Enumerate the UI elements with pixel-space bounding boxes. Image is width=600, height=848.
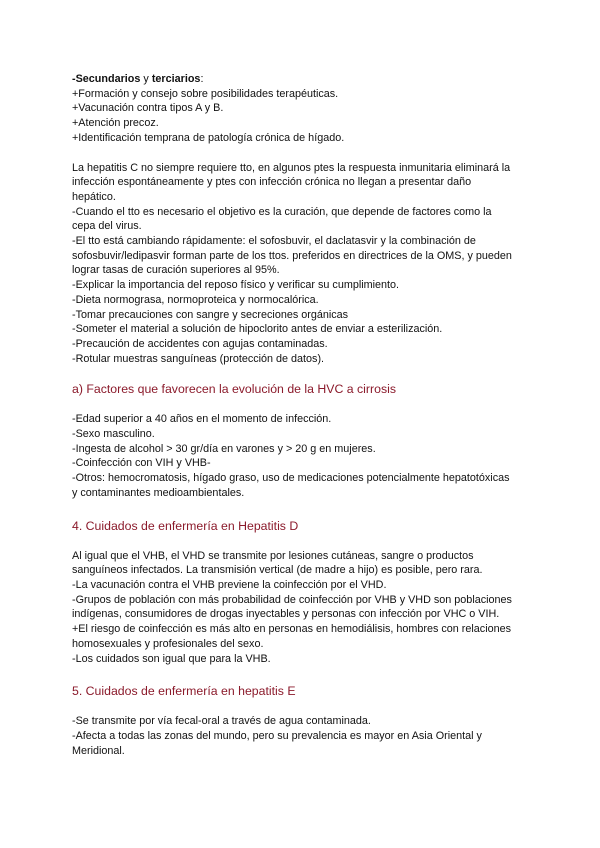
hepc-line: -Dieta normograsa, normoproteica y normocalórica. xyxy=(72,293,319,306)
hepc-line: -El tto está cambiando rápidamente: el sofosbuvir, el daclatasvir y la combinación de xyxy=(72,235,476,248)
intro-item: +Vacunación contra tipos A y B. xyxy=(72,102,224,115)
hepc-line: -Someter el material a solución de hipoclorito antes de enviar a esterilización. xyxy=(72,323,443,336)
section-a-line: y contaminantes medioambientales. xyxy=(72,486,245,499)
section-4-line: Al igual que el VHB, el VHD se transmite por lesiones cutáneas, sangre o productos xyxy=(72,549,474,562)
hepc-line: -Cuando el tto es necesario el objetivo es la curación, que depende de factores como la xyxy=(72,205,492,218)
intro-header-mid: y xyxy=(140,73,152,85)
hepc-line: -Rotular muestras sanguíneas (protección de datos). xyxy=(72,352,325,365)
section-4-line: homosexuales y profesionales del sexo. xyxy=(72,637,264,650)
hepc-line: sofosbuvir/ledipasvir forman parte de los ttos. preferidos en directrices de la OMS, y pueden xyxy=(72,249,512,262)
hepc-line: -Explicar la importancia del reposo físico y verificar su cumplimiento. xyxy=(72,279,400,292)
section-a-line: -Sexo masculino. xyxy=(72,428,155,441)
section-5-title: 5. Cuidados de enfermería en hepatitis E xyxy=(72,684,296,699)
section-5-line: Meridional. xyxy=(72,744,125,757)
section-4-line: +El riesgo de coinfección es más alto en personas en hemodiálisis, hombres con relaciones xyxy=(72,623,512,636)
hepc-line: infección espontáneamente y ptes con infección crónica no llegan a presentar daño xyxy=(72,176,472,189)
section-4-line: indígenas, consumidores de drogas inyectables y personas con infección por VHC o VIH. xyxy=(72,608,500,621)
hepc-line: -Precaución de accidentes con agujas contaminadas. xyxy=(72,337,328,350)
page-content xyxy=(72,72,532,758)
intro-header-end: : xyxy=(200,73,204,85)
section-a-line: -Coinfección con VIH y VHB- xyxy=(72,457,211,470)
intro-item: +Formación y consejo sobre posibilidades terapéuticas. xyxy=(72,87,339,100)
intro-item: +Atención precoz. xyxy=(72,117,159,130)
section-a-line: -Ingesta de alcohol > 30 gr/día en varones y > 20 g en mujeres. xyxy=(72,442,376,455)
hepc-line: cepa del virus. xyxy=(72,220,142,233)
section-5-line: -Se transmite por vía fecal-oral a través de agua contaminada. xyxy=(72,715,371,728)
intro-header-bold-1: -Secundarios xyxy=(72,73,141,85)
intro-header xyxy=(72,72,532,87)
section-4-line: sanguíneos infectados. La transmisión vertical (de madre a hijo) es posible, pero rara. xyxy=(72,564,483,577)
section-a-line: -Otros: hemocromatosis, hígado graso, uso de medicaciones potencialmente hepatotóxicas xyxy=(72,472,510,485)
section-4-line: -Los cuidados son igual que para la VHB. xyxy=(72,652,271,665)
section-4-title: 4. Cuidados de enfermería en Hepatitis D xyxy=(72,518,299,533)
section-4-line: -Grupos de población con más probabilidad de coinfección por VHB y VHD son poblaciones xyxy=(72,593,512,606)
hepc-line: hepático. xyxy=(72,190,116,203)
section-4-line: -La vacunación contra el VHB previene la coinfección por el VHD. xyxy=(72,578,387,591)
spacer xyxy=(72,366,532,377)
section-a-title: a) Factores que favorecen la evolución de la HVC a cirrosis xyxy=(72,382,396,397)
intro-item: +Identificación temprana de patología crónica de hígado. xyxy=(72,131,345,144)
intro-header-bold-2: terciarios xyxy=(151,73,201,85)
spacer xyxy=(72,146,532,161)
hepc-line: lograr tasas de curación superiores al 95%. xyxy=(72,264,280,277)
spacer xyxy=(72,501,532,512)
hepc-line: La hepatitis C no siempre requiere tto, en algunos ptes la respuesta inmunitaria eliminará la xyxy=(72,161,511,174)
hepc-line: -Tomar precauciones con sangre y secreciones orgánicas xyxy=(72,308,349,321)
section-a-line: -Edad superior a 40 años en el momento de infección. xyxy=(72,413,332,426)
spacer xyxy=(72,666,532,677)
section-5-line: -Afecta a todas las zonas del mundo, pero su prevalencia es mayor en Asia Oriental y xyxy=(72,729,482,742)
